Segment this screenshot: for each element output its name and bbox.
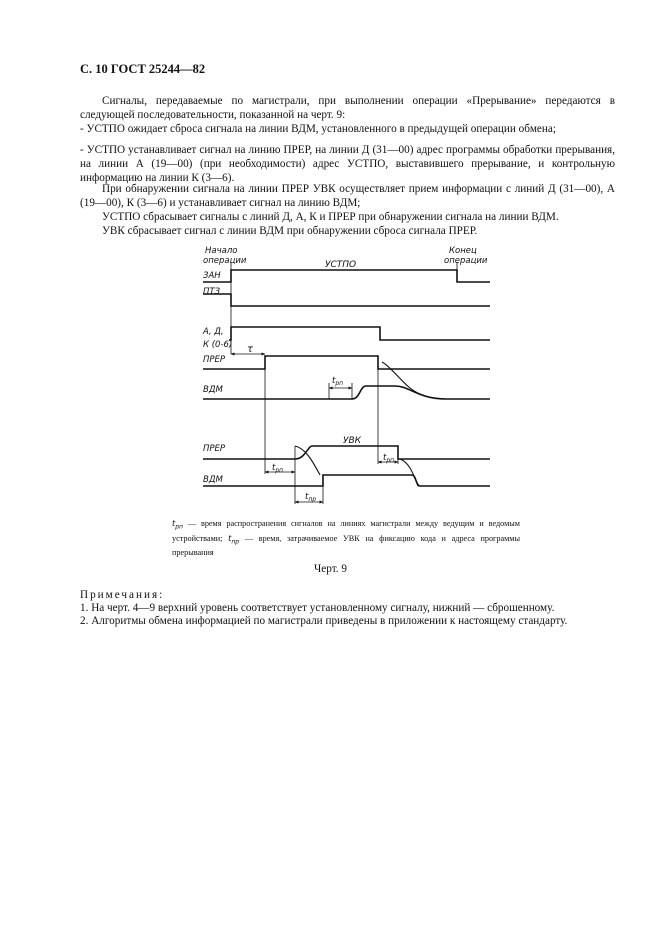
signal-ptz-label: ПТЗ	[203, 287, 221, 297]
end-label-line1: Конец	[449, 246, 477, 256]
t-rp-label-3: $t_{рп}$	[272, 463, 284, 474]
group-ustpo-label: УСТПО	[325, 260, 357, 270]
tau-label: τ	[247, 344, 254, 355]
signal-prer-uvk-label: ПРЕР	[203, 444, 226, 454]
signal-adk-label-2: К (0-6)	[203, 340, 233, 350]
page-header: С. 10 ГОСТ 25244—82	[80, 62, 206, 76]
waveform-vdm-uvk-curve	[400, 459, 418, 486]
t-pr-label: $t_{пр}$	[305, 492, 317, 503]
paragraph-text: Сигналы, передаваемые по магистрали, при выполнении операции «Прерывание» передаются в следующей последовательности, показанной на черт. 9:	[80, 95, 615, 121]
paragraph-text: УСТПО сбрасывает сигналы с линий Д, А, К и ПРЕР при обнаружении сигнала на линии ВДМ.	[102, 211, 559, 223]
start-label-line1: Начало	[205, 246, 238, 256]
figure-caption: $t_{рп}$ — время распространения сигналов на линиях магистрали между ведущим и ведомым устройствами; $t_{пр}$ — время, затрачиваемое УВК на фиксацию кода и адреса программы прерывания	[172, 518, 520, 558]
t-rp-label-2: $t_{рп}$	[383, 453, 395, 464]
end-label-line2: операции	[444, 256, 488, 266]
waveform-zan	[203, 270, 490, 282]
signal-zan-label: ЗАН	[203, 271, 221, 281]
waveform-prer	[203, 356, 490, 369]
waveform-vdm-curve	[382, 362, 446, 399]
paragraph-text: - УСТПО устанавливает сигнал на линию ПРЕР, на линии Д (31—00) адрес программы обработки прерывания, на линии А (19—00) (при необходимости) адрес УСТПО, выставившего прерывание, и контрольную информацию на линии К (3—6).	[80, 144, 615, 184]
signal-vdm-uvk-label: ВДМ	[203, 475, 223, 485]
note-item: 1. На черт. 4—9 верхний уровень соответствует установленному сигналу, нижний — сброшенному.	[80, 602, 555, 614]
waveform-ptz	[203, 294, 490, 306]
t-rp-label-1: $t_{рп}$	[332, 376, 344, 387]
waveform-prer-uvk	[203, 446, 490, 459]
paragraph-text: УВК сбрасывает сигнал с линии ВДМ при обнаружении сброса сигнала ПРЕР.	[102, 225, 478, 237]
paragraph-text: - УСТПО ожидает сброса сигнала на линии ВДМ, установленного в предыдущей операции обмена;	[80, 123, 556, 135]
signal-vdm-label: ВДМ	[203, 385, 223, 395]
figure-label: Черт. 9	[314, 563, 347, 575]
note-item: 2. Алгоритмы обмена информацией по магистрали приведены в приложении к настоящему стандарту.	[80, 615, 568, 627]
waveform-vdm-uvk	[203, 475, 490, 486]
waveform-adk	[229, 327, 490, 340]
start-label-line2: операции	[203, 256, 247, 266]
notes-title: Примечания:	[80, 589, 165, 601]
signal-adk-label-1: А, Д,	[203, 327, 224, 337]
signal-prer-label: ПРЕР	[203, 355, 226, 365]
paragraph-text: При обнаружении сигнала на линии ПРЕР УВК осуществляет прием информации с линий Д (31—00), А (19—00), К (3—6) и устанавливает сигнал на линию ВДМ;	[80, 183, 615, 209]
group-uvk-label: УВК	[343, 436, 362, 446]
